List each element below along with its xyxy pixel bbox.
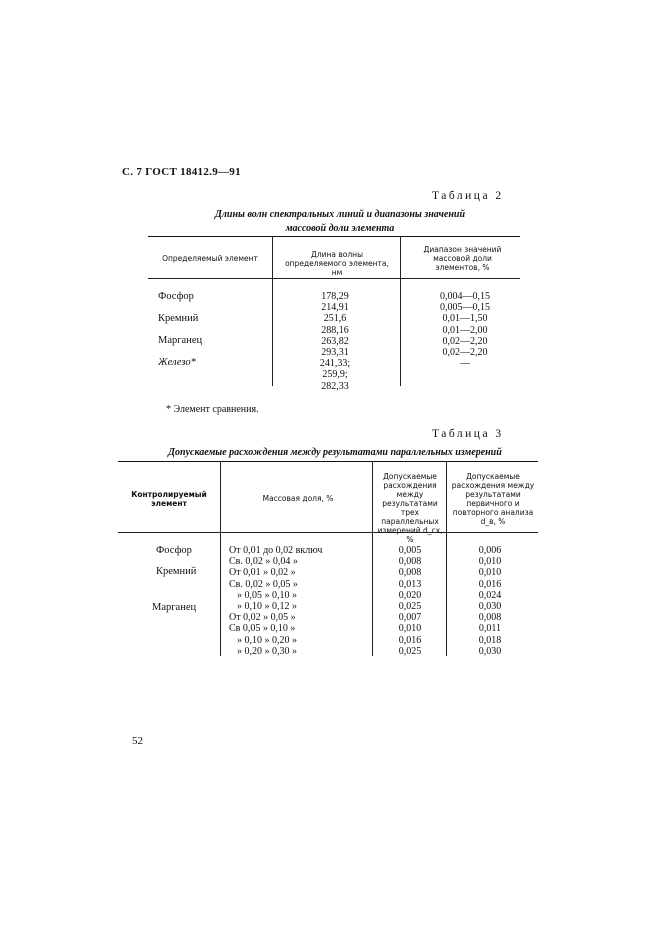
table2-range: 0,01—2,00 — [442, 324, 488, 336]
table2-title — [150, 208, 530, 236]
table3-dv: 0,008 — [478, 612, 502, 624]
table3-dv: 0,010 — [478, 567, 502, 579]
table2-top-rule — [148, 236, 520, 237]
table3-mass-fraction: » 0,10 » 0,20 » — [237, 634, 297, 646]
document-header: С. 7 ГОСТ 18412.9—91 — [122, 166, 241, 178]
table3-dv: 0,016 — [478, 578, 502, 590]
table3-dcx: 0,007 — [398, 612, 422, 624]
table2-element: Фосфор — [158, 291, 194, 302]
table3-mass-fraction: От 0,01 » 0,02 » — [229, 567, 296, 579]
table3-col3-header: Допускаемые расхождения между результатами трех параллельных измерений d_сх, % — [377, 472, 443, 544]
table2-wavelength: 263,82 — [321, 335, 349, 347]
table3-dcx: 0,008 — [398, 567, 422, 579]
table2-col2-header: Длина волны определяемого элемента, нм — [285, 250, 389, 277]
table3-mass-fraction-column — [229, 545, 369, 657]
table2-wavelength: 214,91 — [321, 302, 349, 314]
table2-range: 0,01—1,50 — [442, 313, 488, 325]
table2-element: Кремний — [158, 313, 199, 324]
table2-wavelength: 259,9; — [322, 369, 348, 381]
table2-wavelength: 282,33 — [321, 380, 349, 392]
table3-caption: Таблица 3 — [432, 428, 504, 440]
table3-element: Марганец — [152, 602, 197, 613]
table3-mass-fraction: Св. 0,02 » 0,05 » — [229, 578, 298, 590]
table3-top-rule — [118, 461, 538, 462]
table3-col-divider-2 — [372, 461, 373, 656]
table3-dv-column — [458, 545, 522, 657]
table3-dv: 0,006 — [478, 545, 502, 556]
table3-dv: 0,030 — [478, 645, 502, 657]
table2-range: 0,02—2,20 — [442, 347, 488, 359]
table2-wavelength: 288,16 — [321, 324, 349, 336]
table3-col2-header: Массовая доля, % — [262, 494, 334, 503]
table3-dcx: 0,005 — [398, 545, 422, 556]
table2-range-column — [425, 291, 505, 369]
table3-mass-fraction: От 0,02 » 0,05 » — [229, 612, 296, 624]
table2-range: 0,004—0,15 — [440, 291, 490, 302]
table3-dcx: 0,013 — [398, 578, 422, 590]
table2-col3-header: Диапазон значений массовой доли элементов, % — [423, 245, 502, 272]
table2-col-divider-1 — [272, 236, 273, 386]
table3-mass-fraction: От 0,01 до 0,02 включ — [229, 545, 323, 556]
table2-range: 0,02—2,20 — [442, 335, 488, 347]
table3-dv: 0,030 — [478, 601, 502, 613]
table3-dv: 0,010 — [478, 556, 502, 568]
table2-col1-header: Определяемый элемент — [162, 254, 258, 263]
table2-title-line1: Длины волн спектральных линий и диапазоны значений — [214, 209, 466, 220]
table3-mass-fraction: » 0,10 » 0,12 » — [237, 601, 297, 613]
table3-dv: 0,018 — [478, 634, 502, 646]
page-number: 52 — [132, 735, 143, 747]
table2-element: Железо* — [158, 357, 196, 368]
table3-dcx: 0,025 — [398, 601, 422, 613]
table3-dcx: 0,016 — [398, 634, 422, 646]
table2-wavelength: 251,6 — [323, 313, 347, 325]
table2-footnote: * Элемент сравнения. — [166, 404, 259, 415]
table3-dv: 0,011 — [478, 623, 502, 635]
table3-title: Допускаемые расхождения между результатами параллельных измерений — [168, 447, 502, 458]
table3-mass-fraction: » 0,05 » 0,10 » — [237, 589, 297, 601]
table3-col-divider-3 — [446, 461, 447, 656]
table3-col4-header: Допускаемые расхождения между результатами первичного и повторного анализа d_в, % — [451, 472, 535, 526]
table3-dcx: 0,025 — [398, 645, 422, 657]
table2-range: 0,005—0,15 — [440, 302, 490, 314]
table2-header-rule — [148, 278, 520, 279]
table2-range: — — [460, 358, 470, 370]
table2-caption: Таблица 2 — [432, 190, 504, 202]
table3-dcx: 0,010 — [398, 623, 422, 635]
table3-dcx: 0,008 — [398, 556, 422, 568]
table3-dcx-column — [378, 545, 442, 657]
table3-col-divider-1 — [220, 461, 221, 656]
table3-dv: 0,024 — [478, 589, 502, 601]
table3-col1-header: Контролируемый элемент — [131, 490, 207, 508]
table2-wavelength: 293,31 — [321, 347, 349, 359]
table3-dcx: 0,020 — [398, 589, 422, 601]
table2-wavelength-column — [300, 291, 370, 392]
table3-header-rule — [118, 532, 538, 533]
table3-element: Фосфор — [156, 545, 192, 556]
table2-element: Марганец — [158, 335, 203, 346]
table3-element: Кремний — [156, 566, 197, 577]
table2-col-divider-2 — [400, 236, 401, 386]
table2-title-line2: массовой доли элемента — [285, 223, 395, 234]
table2-wavelength: 241,33; — [319, 358, 351, 370]
table3-mass-fraction: Св. 0,02 » 0,04 » — [229, 556, 298, 568]
table3-mass-fraction: Св 0,05 » 0,10 » — [229, 623, 296, 635]
table3-mass-fraction: » 0,20 » 0,30 » — [237, 645, 297, 657]
table2-wavelength: 178,29 — [321, 291, 349, 302]
